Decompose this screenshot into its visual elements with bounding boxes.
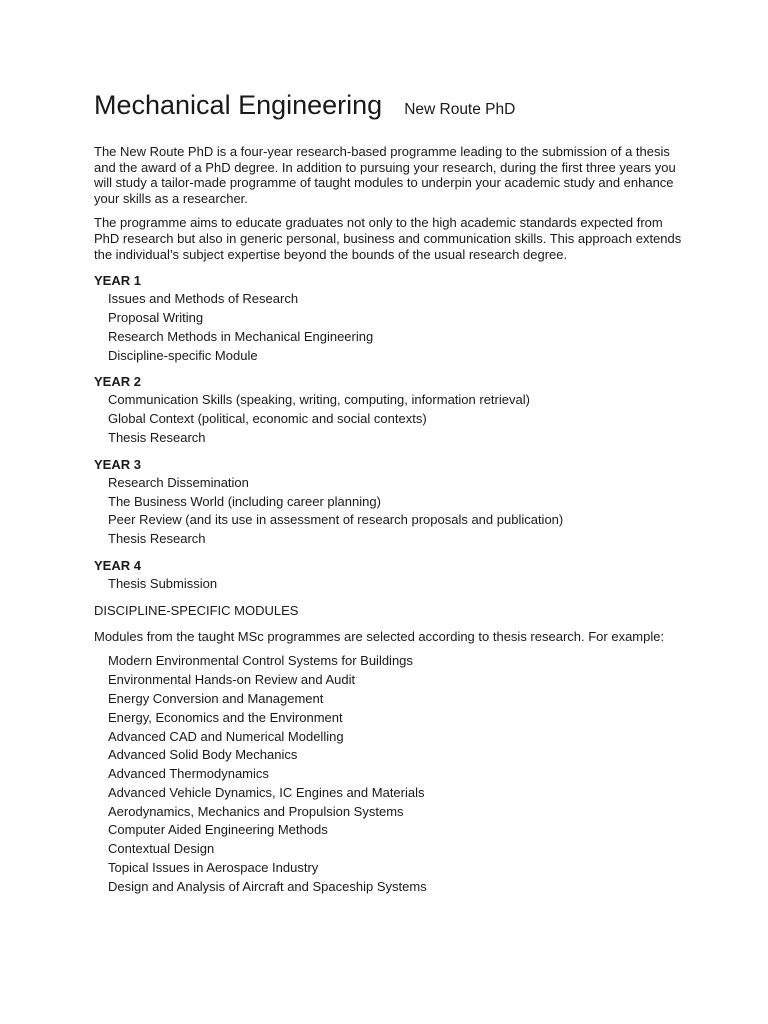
list-item: Discipline-specific Module — [108, 347, 258, 363]
year-heading: YEAR 4 — [94, 557, 141, 573]
list-item: Peer Review (and its use in assessment of research proposals and publication) — [108, 512, 564, 528]
module-item: Contextual Design — [108, 841, 215, 857]
module-item: Advanced Thermodynamics — [108, 766, 269, 782]
module-item: Topical Issues in Aerospace Industry — [108, 860, 319, 876]
title-row — [94, 88, 684, 122]
intro-paragraph-2: The programme aims to educate graduates not only to the high academic standards expected from PhD research but also in generic personal, business and communication skills. This approach extends the individual’s subject expertise beyond the bounds of the usual research degree. — [94, 215, 682, 262]
module-item: Modern Environmental Control Systems for Buildings — [108, 653, 413, 669]
list-item: Research Dissemination — [108, 474, 249, 490]
module-item: Environmental Hands-on Review and Audit — [108, 672, 356, 688]
year-1-list — [94, 290, 684, 365]
page-title: Mechanical Engineering — [94, 90, 383, 120]
module-item: Computer Aided Engineering Methods — [108, 822, 328, 838]
year-2-list — [94, 391, 684, 447]
module-list — [94, 652, 684, 896]
list-item: Thesis Research — [108, 531, 206, 547]
discipline-section-title: DISCIPLINE-SPECIFIC MODULES — [94, 602, 299, 618]
module-item: Advanced Solid Body Mechanics — [108, 747, 298, 763]
document-page — [94, 84, 684, 897]
module-item: Aerodynamics, Mechanics and Propulsion Systems — [108, 803, 404, 819]
list-item: Thesis Submission — [108, 575, 218, 591]
year-3-list — [94, 474, 684, 549]
module-item: Energy, Economics and the Environment — [108, 709, 343, 725]
list-item: Research Methods in Mechanical Engineering — [108, 328, 374, 344]
year-3-section — [94, 457, 684, 549]
year-heading: YEAR 1 — [94, 273, 141, 289]
module-item: Energy Conversion and Management — [108, 690, 324, 706]
discipline-intro: Modules from the taught MSc programmes are selected according to thesis research. For example: — [94, 628, 665, 644]
list-item: Issues and Methods of Research — [108, 291, 299, 307]
year-heading: YEAR 3 — [94, 456, 141, 472]
module-item: Advanced Vehicle Dynamics, IC Engines and Materials — [108, 784, 425, 800]
year-4-section — [94, 558, 684, 594]
list-item: The Business World (including career planning) — [108, 493, 381, 509]
list-item: Communication Skills (speaking, writing, computing, information retrieval) — [108, 392, 530, 408]
year-4-list — [94, 575, 684, 594]
page-subtitle: New Route PhD — [404, 101, 516, 118]
module-item: Design and Analysis of Aircraft and Spaceship Systems — [108, 878, 427, 894]
year-1-section — [94, 273, 684, 365]
year-2-section — [94, 374, 684, 447]
year-heading: YEAR 2 — [94, 374, 141, 390]
list-item: Thesis Research — [108, 429, 206, 445]
list-item: Proposal Writing — [108, 309, 204, 325]
module-item: Advanced CAD and Numerical Modelling — [108, 728, 344, 744]
list-item: Global Context (political, economic and social contexts) — [108, 411, 427, 427]
intro-paragraph-1: The New Route PhD is a four-year research-based programme leading to the submission of a thesis and the award of a PhD degree. In addition to pursuing your research, during the first three years you will study a tailor-made programme of taught modules to underpin your academic study and enhance your skills as a researcher. — [94, 144, 676, 206]
